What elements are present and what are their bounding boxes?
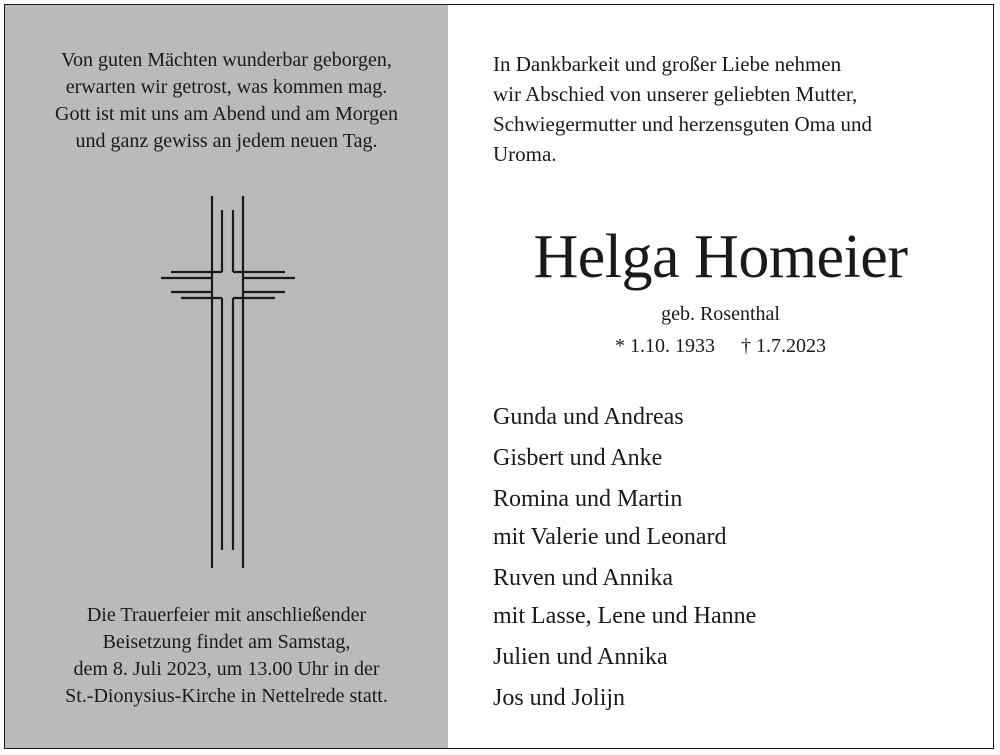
- right-panel: [448, 5, 993, 748]
- ceremony-line: Die Trauerfeier mit anschließender: [86, 604, 367, 626]
- deceased-name: Helga Homeier: [533, 223, 908, 291]
- poem-line: erwarten wir getrost, was kommen mag.: [65, 76, 388, 98]
- cross-icon: [155, 190, 295, 570]
- maiden-name: geb. Rosenthal: [661, 303, 780, 325]
- mourner-group: [493, 679, 756, 717]
- intro-line: Uroma.: [493, 142, 557, 166]
- intro-line: Schwiegermutter und herzensguten Oma und: [493, 112, 873, 136]
- mourner-line: Julien und Annika: [493, 644, 668, 670]
- mourner-line: Romina und Martin: [493, 486, 683, 512]
- obituary-notice: [4, 4, 994, 749]
- poem-line: Von guten Mächten wunderbar geborgen,: [61, 49, 392, 71]
- mourner-line: mit Valerie und Leonard: [493, 524, 727, 550]
- intro-line: In Dankbarkeit und großer Liebe nehmen: [493, 52, 842, 76]
- poem-line: und ganz gewiss an jedem neuen Tag.: [75, 130, 378, 152]
- mourner-line: Ruven und Annika: [493, 565, 673, 591]
- ceremony-info: [5, 602, 448, 710]
- mourner-group: [493, 398, 756, 436]
- poem-line: Gott ist mit uns am Abend und am Morgen: [55, 103, 398, 125]
- poem: [5, 47, 448, 155]
- life-dates: [448, 333, 993, 359]
- ceremony-line: St.-Dionysius-Kirche in Nettelrede statt.: [65, 685, 388, 707]
- mourners-list: [493, 398, 756, 720]
- mourner-line: Gisbert und Anke: [493, 445, 663, 471]
- mourner-group: [493, 559, 756, 635]
- mourner-line: Jos und Jolijn: [493, 685, 626, 711]
- death-date: † 1.7.2023: [741, 335, 826, 357]
- intro-line: wir Abschied von unserer geliebten Mutter,: [493, 82, 858, 106]
- mourner-line: Gunda und Andreas: [493, 404, 684, 430]
- mourner-group: [493, 638, 756, 676]
- intro-text: [493, 49, 872, 169]
- ceremony-line: Beisetzung findet am Samstag,: [102, 631, 351, 653]
- mourner-group: [493, 439, 756, 477]
- mourner-group: [493, 480, 756, 556]
- birth-date: * 1.10. 1933: [615, 335, 715, 357]
- ceremony-line: dem 8. Juli 2023, um 13.00 Uhr in der: [73, 658, 380, 680]
- mourner-line: mit Lasse, Lene und Hanne: [493, 603, 757, 629]
- left-panel: [5, 5, 448, 748]
